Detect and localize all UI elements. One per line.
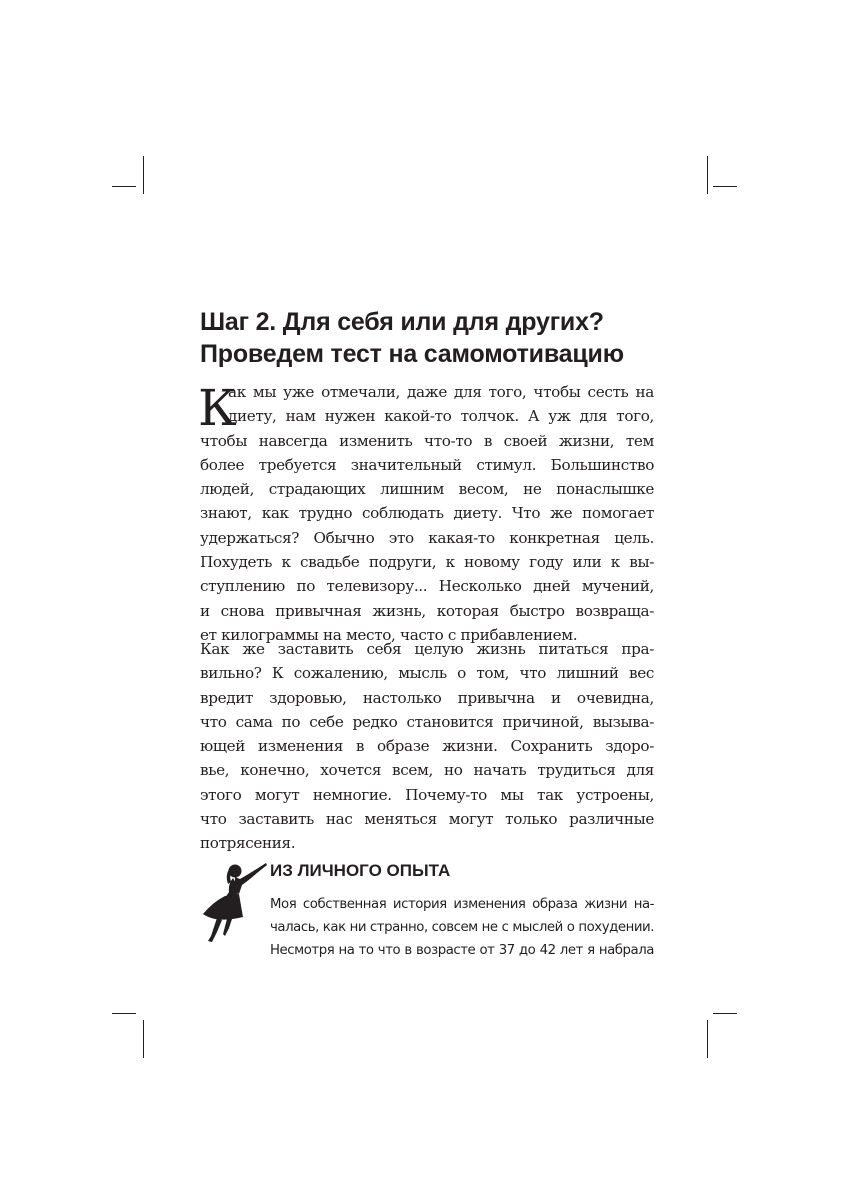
flying-woman-silhouette-icon — [195, 862, 267, 947]
text-line: ет килограммы на место, часто с прибавлением. — [200, 625, 578, 644]
crop-mark — [713, 1013, 737, 1014]
text-line: Моя собственная история изменения образа жизни на- — [270, 897, 654, 912]
text-line: Похудеть к свадьбе подруги, к новому году или к вы- — [200, 553, 654, 572]
text-line: Как же заставить себя целую жизнь питаться пра- — [200, 640, 654, 658]
crop-mark — [143, 156, 144, 194]
text-line: вредит здоровью, настолько привычна и очевидна, — [200, 688, 654, 707]
text-line: потрясения. — [200, 834, 296, 853]
text-line: диету, нам нужен какой-то толчок. А уж для того, — [228, 407, 654, 426]
crop-mark — [707, 156, 708, 194]
text-line: что заставить нас меняться могут только различные — [200, 810, 654, 829]
text-line: вье, конечно, хочется всем, но начать трудиться для — [200, 761, 654, 780]
text-line: чалась, как ни странно, совсем не с мыслей о похудении. — [270, 920, 654, 935]
text-line: и снова привычная жизнь, которая быстро возвраща- — [200, 601, 654, 620]
text-line: ступлению по телевизору... Несколько дней мучений, — [200, 577, 654, 596]
paragraph-2 — [200, 637, 654, 856]
text-line: знают, как трудно соблюдать диету. Что же помогает — [200, 504, 654, 523]
sidebar-box-body — [270, 893, 654, 962]
crop-mark — [707, 1020, 708, 1058]
text-line: чтобы навсегда изменить что-то в своей жизни, тем — [200, 431, 654, 450]
crop-mark — [112, 186, 136, 187]
crop-mark — [713, 186, 737, 187]
text-line: что сама по себе редко становится причиной, вызыва- — [200, 712, 654, 731]
text-line: ак мы уже отмечали, даже для того, чтобы сесть на — [228, 383, 654, 401]
sidebar-box-title: ИЗ ЛИЧНОГО ОПЫТА — [270, 861, 451, 880]
crop-mark — [112, 1013, 136, 1014]
section-heading — [200, 306, 670, 370]
drop-cap: К — [198, 379, 237, 437]
heading-line-1: Шаг 2. Для себя или для других? — [200, 308, 604, 336]
paragraph-1 — [200, 380, 654, 647]
text-line: ющей изменения в образе жизни. Сохранить здоро- — [200, 737, 654, 756]
text-line: людей, страдающих лишним весом, не понаслышке — [200, 480, 654, 499]
text-line: вильно? К сожалению, мысль о том, что лишний вес — [200, 664, 654, 683]
text-line: более требуется значительный стимул. Большинство — [200, 455, 654, 474]
crop-mark — [143, 1020, 144, 1058]
heading-line-2: Проведем тест на самомотивацию — [200, 340, 624, 368]
text-line: удержаться? Обычно это какая-то конкретная цель. — [200, 528, 654, 547]
text-line: Несмотря на то что в возрасте от 37 до 42 лет я набрала — [270, 943, 654, 958]
text-line: этого могут немногие. Почему-то мы так устроены, — [200, 785, 654, 804]
